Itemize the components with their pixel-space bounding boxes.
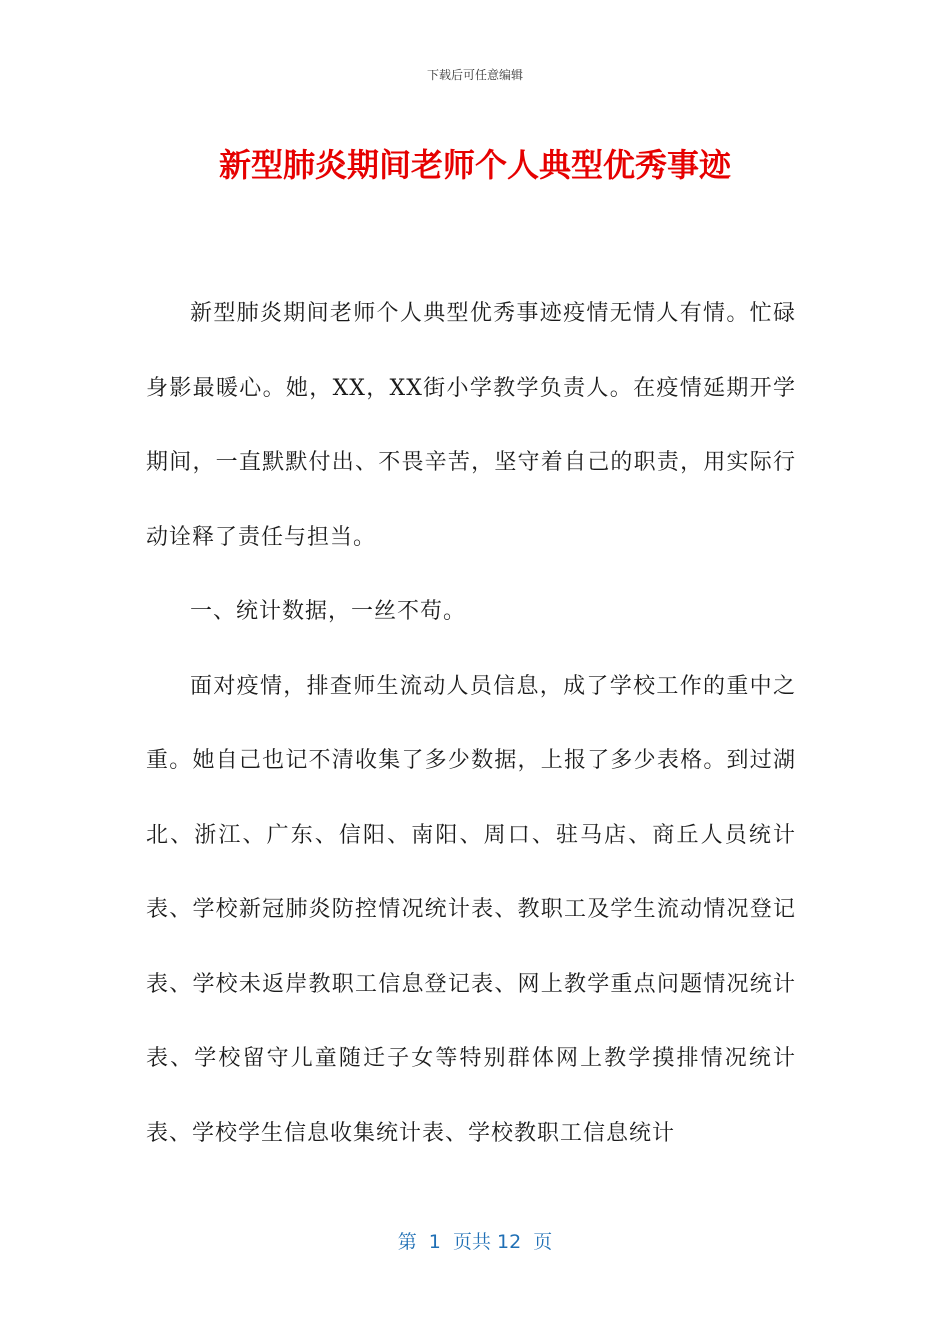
document-title: 新型肺炎期间老师个人典型优秀事迹 <box>218 146 731 184</box>
paragraph-section-body: 面对疫情，排查师生流动人员信息，成了学校工作的重中之重。她自己也记不清收集了多少数据，上报了多少表格。到过湖北、浙江、广东、信阳、南阳、周口、驻马店、商丘人员统计表、学校新冠肺炎防控情况统计表、教职工及学生流动情况登记表、学校未返岸教职工信息登记表、网上教学重点问题情况统计表、学校留守儿童随迁子女等特别群体网上教学摸排情况统计表、学校学生信息收集统计表、学校教职工信息统计 <box>146 673 796 1146</box>
page-number-footer: 第 1 页共 12 页 <box>397 1231 553 1253</box>
document-body <box>146 277 796 1171</box>
header-note: 下载后可任意编辑 <box>426 68 523 82</box>
paragraph-intro: 新型肺炎期间老师个人典型优秀事迹疫情无情人有情。忙碌身影最暖心。她，XX，XX街小学教学负责人。在疫情延期开学期间，一直默默付出、不畏辛苦，坚守着自己的职责，用实际行动诠释了责任与担当。 <box>146 301 796 550</box>
paragraph-section-heading: 一、统计数据，一丝不苟。 <box>190 599 467 624</box>
